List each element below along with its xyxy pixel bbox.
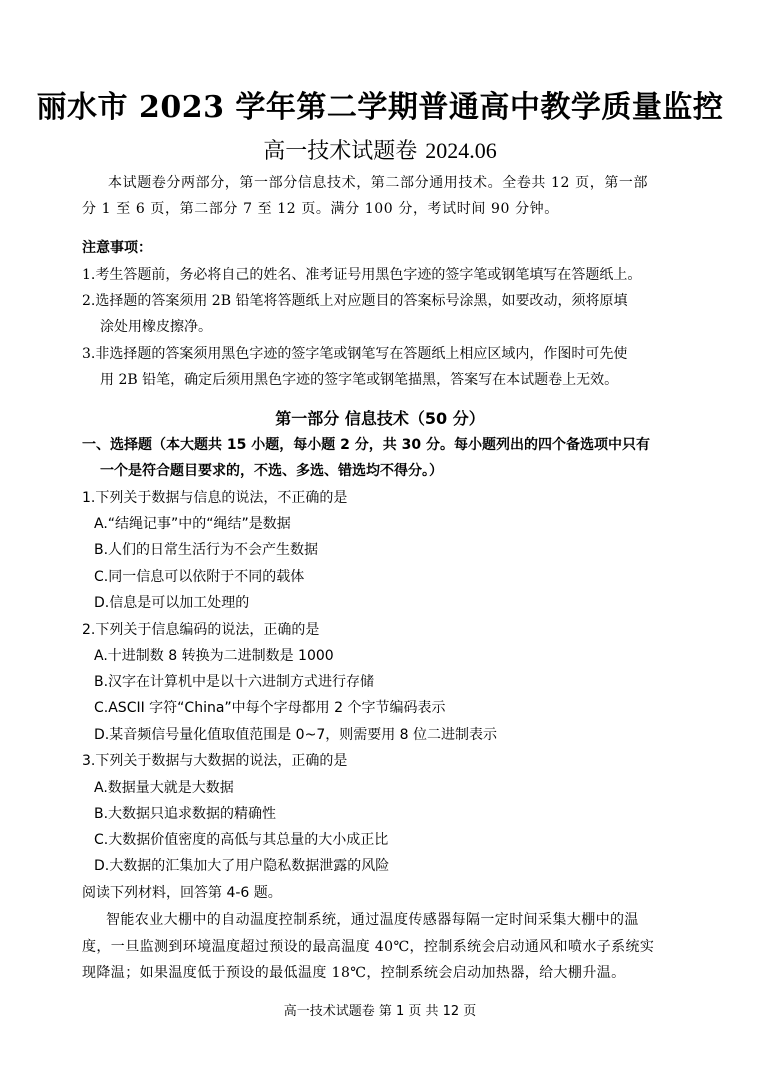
- note-item: 3.非选择题的答案须用黑色字迹的签字笔或钢笔写在答题纸上相应区域内，作图时可先使: [82, 346, 628, 362]
- question-stem: 2.下列关于信息编码的说法，正确的是: [82, 622, 320, 638]
- question-option: B.汉字在计算机中是以十六进制方式进行存储: [94, 674, 375, 690]
- question-option: B.大数据只追求数据的精确性: [94, 806, 277, 822]
- question-option: C.大数据价值密度的高低与其总量的大小成正比: [94, 832, 389, 848]
- material-line: 度，一旦监测到环境温度超过预设的最高温度 40℃，控制系统会启动通风和喷水子系统实: [82, 939, 655, 955]
- question-option: D.信息是可以加工处理的: [94, 595, 250, 611]
- intro-line-2: 分 1 至 6 页，第二部分 7 至 12 页。满分 100 分，考试时间 90 分钟。: [82, 201, 559, 217]
- question-stem: 3.下列关于数据与大数据的说法，正确的是: [82, 753, 348, 769]
- question-option: A.“结绳记事”中的“绳结”是数据: [94, 516, 291, 532]
- question-stem: 1.下列关于数据与信息的说法，不正确的是: [82, 490, 348, 506]
- note-item: 1.考生答题前，务必将自己的姓名、准考证号用黑色字迹的签字笔或钢笔填写在答题纸上。: [82, 267, 642, 283]
- subtitle-text: 高一技术试题卷: [263, 139, 418, 164]
- question-option: A.十进制数 8 转换为二进制数是 1000: [94, 648, 334, 664]
- question-option: D.某音频信号量化值取值范围是 0~7，则需要用 8 位二进制表示: [94, 727, 498, 743]
- page-subtitle: [0, 134, 760, 165]
- material-line: 智能农业大棚中的自动温度控制系统，通过温度传感器每隔一定时间采集大棚中的温: [106, 912, 639, 928]
- question-option: C.ASCII 字符“China”中每个字母都用 2 个字节编码表示: [94, 700, 446, 716]
- note-item: 2.选择题的答案须用 2B 铅笔将答题纸上对应题目的答案标号涂黑，如要改动，须将原填: [82, 293, 628, 309]
- part-heading-1: 一、选择题（本大题共 15 小题，每小题 2 分，共 30 分。每小题列出的四个备选项中只有: [82, 437, 650, 453]
- question-option: C.同一信息可以依附于不同的载体: [94, 569, 305, 585]
- material-lead: 阅读下列材料，回答第 4-6 题。: [82, 885, 282, 901]
- part-heading-2: 一个是符合题目要求的，不选、多选、错选均不得分。）: [100, 463, 443, 479]
- intro-line-1: 本试题卷分两部分，第一部分信息技术，第二部分通用技术。全卷共 12 页，第一部: [108, 175, 649, 191]
- question-option: A.数据量大就是大数据: [94, 780, 234, 796]
- note-item: 用 2B 铅笔，确定后须用黑色字迹的签字笔或钢笔描黑，答案写在本试题卷上无效。: [100, 372, 619, 388]
- note-item: 涂处用橡皮擦净。: [100, 319, 212, 335]
- section-title: 第一部分 信息技术（50 分）: [275, 409, 485, 428]
- notes-heading: 注意事项：: [82, 240, 152, 256]
- page-footer: 高一技术试题卷 第 1 页 共 12 页: [283, 1004, 477, 1019]
- exam-date: 2024.06: [425, 138, 497, 163]
- question-option: B.人们的日常生活行为不会产生数据: [94, 542, 319, 558]
- material-line: 现降温；如果温度低于预设的最低温度 18℃，控制系统会启动加热器，给大棚升温。: [82, 965, 626, 981]
- page-title: 丽水市 2023 学年第二学期普通高中教学质量监控: [36, 90, 724, 125]
- question-option: D.大数据的汇集加大了用户隐私数据泄露的风险: [94, 858, 390, 874]
